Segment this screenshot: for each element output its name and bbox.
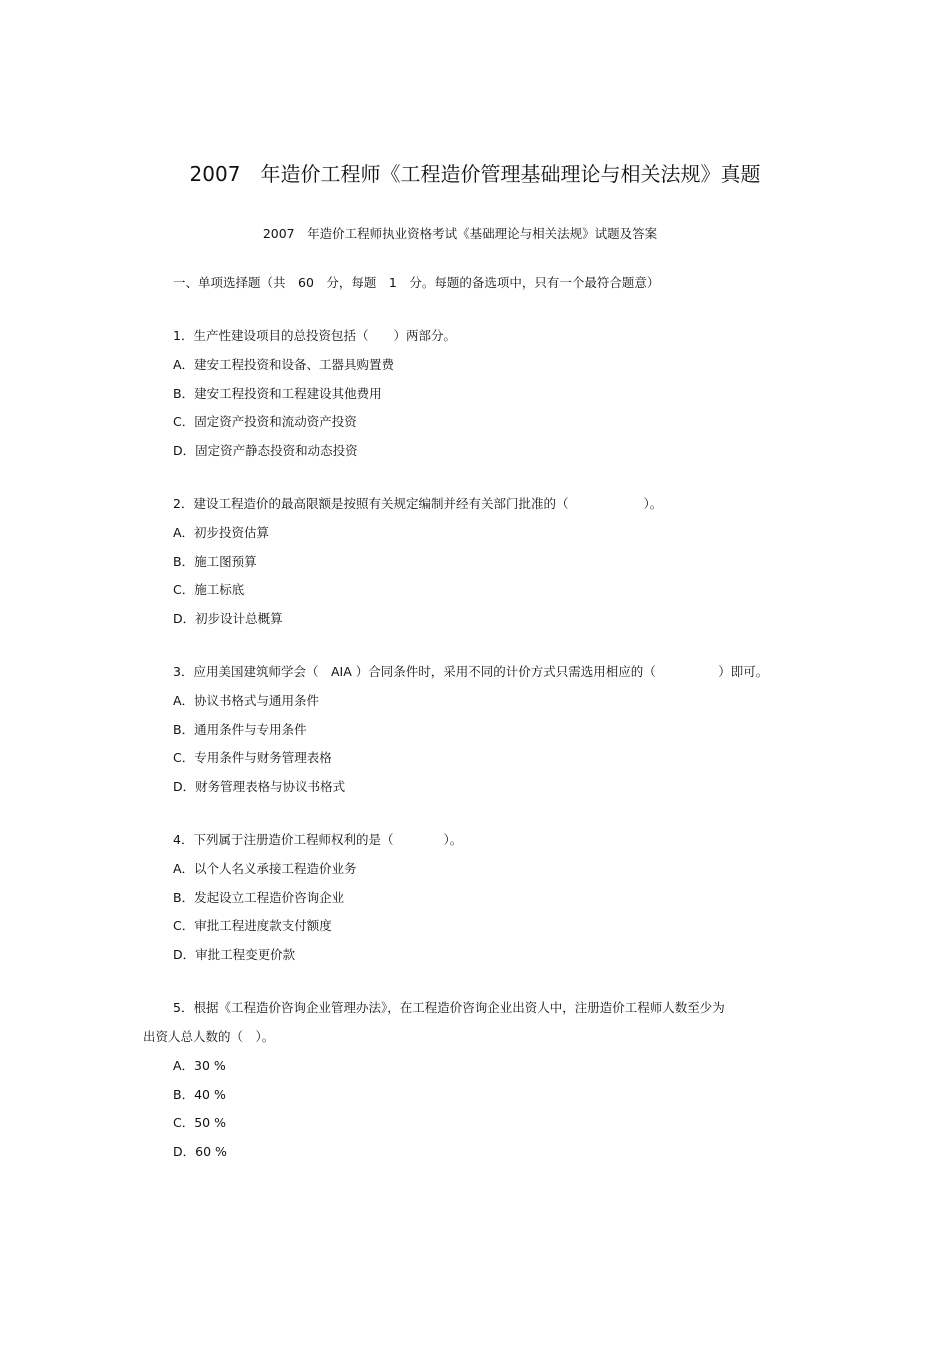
question-1-option-b: B．建安工程投资和工程建设其他费用 — [173, 386, 382, 401]
question-3-option-b: B．通用条件与专用条件 — [173, 722, 307, 737]
question-3-option-a: A．协议书格式与通用条件 — [173, 693, 320, 708]
question-5-option-c: C．50 % — [173, 1115, 226, 1130]
question-4-stem: 4．下列属于注册造价工程师权利的是（ ）。 — [173, 832, 463, 847]
question-1-option-a: A．建安工程投资和设备、工器具购置费 — [173, 357, 395, 372]
document-title: 2007 年造价工程师《工程造价管理基础理论与相关法规》真题 — [189, 162, 761, 186]
question-1-option-c: C．固定资产投资和流动资产投资 — [173, 414, 357, 429]
section-heading: 一、单项选择题（共 60 分，每题 1 分。每题的备选项中，只有一个最符合题意） — [173, 275, 660, 290]
question-2-option-d: D．初步设计总概算 — [173, 611, 283, 626]
question-4-option-b: B．发起设立工程造价咨询企业 — [173, 890, 345, 905]
question-4-option-d: D．审批工程变更价款 — [173, 947, 296, 962]
question-1-stem: 1．生产性建设项目的总投资包括（ ）两部分。 — [173, 328, 456, 343]
question-1-option-d: D．固定资产静态投资和动态投资 — [173, 443, 358, 458]
question-5-option-b: B．40 % — [173, 1087, 226, 1102]
document-subtitle: 2007 年造价工程师执业资格考试《基础理论与相关法规》试题及答案 — [262, 226, 658, 241]
question-4-option-c: C．审批工程进度款支付额度 — [173, 918, 332, 933]
question-2-option-c: C．施工标底 — [173, 582, 245, 597]
question-2-stem: 2．建设工程造价的最高限额是按照有关规定编制并经有关部门批准的（ ）。 — [173, 496, 663, 511]
question-2-option-a: A．初步投资估算 — [173, 525, 270, 540]
question-3-option-d: D．财务管理表格与协议书格式 — [173, 779, 346, 794]
question-5-option-d: D．60 % — [173, 1144, 227, 1159]
question-4-option-a: A．以个人名义承接工程造价业务 — [173, 861, 357, 876]
question-3-stem: 3．应用美国建筑师学会（ AIA ）合同条件时，采用不同的计价方式只需选用相应的（ ）即可。 — [173, 664, 769, 679]
question-5-option-a: A．30 % — [173, 1058, 226, 1073]
question-3-option-c: C．专用条件与财务管理表格 — [173, 750, 332, 765]
question-5-stem: 5．根据《工程造价咨询企业管理办法》，在工程造价咨询企业出资人中，注册造价工程师人数至少为 — [173, 1000, 725, 1015]
question-2-option-b: B．施工图预算 — [173, 554, 257, 569]
question-5-stem-continuation: 出资人总人数的（ ）。 — [143, 1029, 275, 1044]
